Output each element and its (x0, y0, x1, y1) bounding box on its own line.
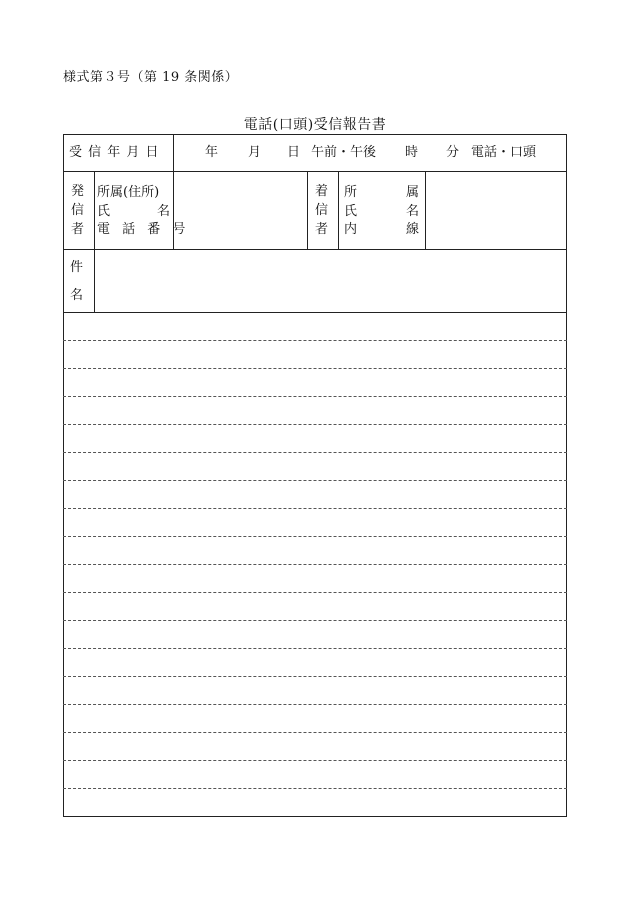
document-title: 電話(口頭)受信報告書 (243, 117, 387, 133)
row-divider-subject (63, 312, 567, 313)
subject-label-char-2: 名 (70, 288, 84, 303)
day-label: 日 (287, 145, 301, 160)
ruled-line (63, 564, 567, 565)
column-divider-group (94, 171, 95, 312)
ruled-line (63, 592, 567, 593)
ruled-line (63, 396, 567, 397)
ruled-line (63, 368, 567, 369)
receiver-affiliation-label-right: 属 (406, 185, 420, 200)
receiver-group-label: 着 信 者 (315, 184, 329, 237)
ruled-line (63, 424, 567, 425)
ruled-line (63, 536, 567, 537)
ruled-line (63, 620, 567, 621)
method-label: 電話・口頭 (471, 145, 537, 160)
receiver-extension-label-left: 内 (344, 222, 358, 237)
year-label: 年 (205, 145, 219, 160)
am-pm-label: 午前・午後 (311, 145, 377, 160)
ruled-line (63, 648, 567, 649)
receiver-extension-label-right: 線 (406, 222, 420, 237)
column-divider-receiver-label (425, 171, 426, 249)
ruled-line (63, 480, 567, 481)
column-divider-receiver-group (338, 171, 339, 249)
month-label: 月 (248, 145, 262, 160)
subject-label-char-1: 件 (70, 260, 84, 275)
column-divider-sender-value (307, 171, 308, 249)
ruled-line (63, 788, 567, 789)
receiver-affiliation-label-left: 所 (344, 185, 358, 200)
receiver-name-label-left: 氏 (344, 204, 358, 219)
receiver-name-label-right: 名 (406, 204, 420, 219)
sender-name-label-left: 氏 (97, 204, 111, 219)
ruled-line (63, 676, 567, 677)
sender-group-label: 発 信 者 (71, 184, 85, 237)
received-date-label: 受 信 年 月 日 (69, 145, 160, 160)
form-number-label: 様式第３号（第 19 条関係） (63, 70, 239, 85)
minute-label: 分 (446, 145, 460, 160)
sender-name-label-right: 名 (157, 204, 171, 219)
ruled-line (63, 508, 567, 509)
ruled-line (63, 452, 567, 453)
sender-affiliation-label: 所属(住所) (97, 185, 160, 200)
hour-label: 時 (405, 145, 419, 160)
row-divider-parties (63, 249, 567, 250)
ruled-line (63, 704, 567, 705)
ruled-line (63, 340, 567, 341)
sender-phone-label: 電 話 番 号 (97, 222, 190, 237)
row-divider-received (63, 171, 567, 172)
ruled-line (63, 732, 567, 733)
ruled-line (63, 760, 567, 761)
